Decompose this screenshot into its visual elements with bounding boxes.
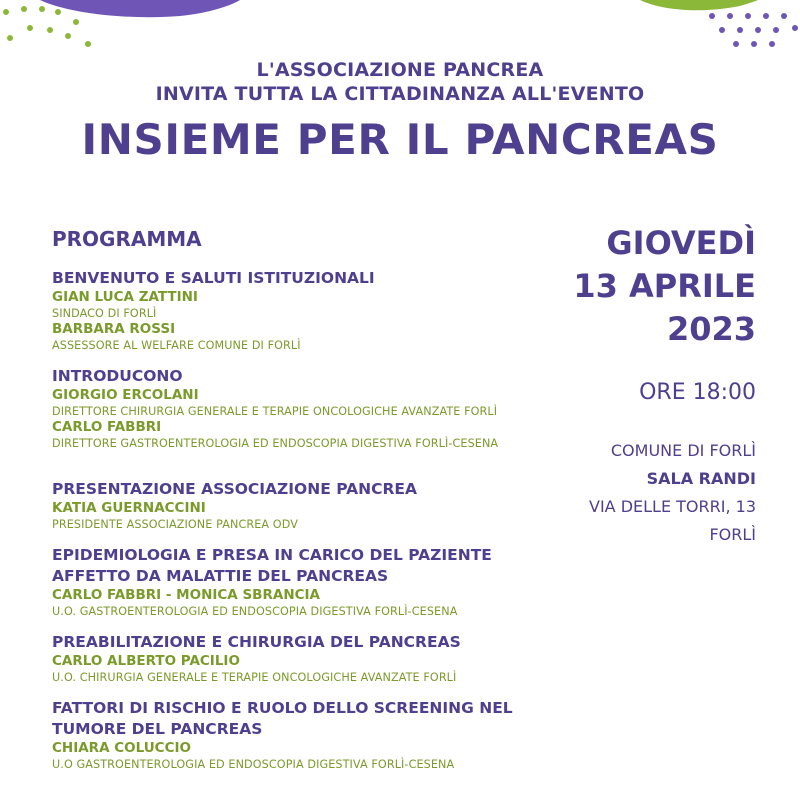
session-title: EPIDEMIOLOGIA E PRESA IN CARICO DEL PAZIENTE [52, 546, 492, 564]
decorative-shapes [0, 0, 800, 60]
speaker-name: CARLO FABBRI [52, 419, 162, 435]
speaker-role: U.O. CHIRURGIA GENERALE E TERAPIE ONCOLOGICHE AVANZATE FORLÌ [52, 671, 457, 684]
purple-dots-top-right [709, 13, 798, 47]
event-venue [573, 437, 756, 549]
session-title: PRESENTAZIONE ASSOCIAZIONE PANCREA [52, 480, 417, 498]
event-date: 13 APRILE [573, 267, 756, 305]
program-session [52, 698, 612, 772]
venue-city: FORLÌ [709, 525, 756, 544]
event-time: ORE 18:00 [639, 380, 756, 405]
speaker-name: CHIARA COLUCCIO [52, 740, 192, 756]
program-section [52, 226, 612, 785]
venue-municipality: COMUNE DI FORLÌ [610, 441, 756, 460]
speaker-name: KATIA GUERNACCINI [52, 500, 206, 516]
speaker-role: SINDACO DI FORLÌ [52, 307, 157, 320]
event-details [573, 222, 756, 549]
event-year: 2023 [666, 310, 756, 348]
event-header [0, 58, 800, 166]
event-title: INSIEME PER IL PANCREAS [81, 115, 719, 164]
program-session [52, 479, 612, 532]
purple-blob-top-left [40, 0, 240, 17]
speaker-name: CARLO ALBERTO PACILIO [52, 653, 240, 669]
speaker-role: U.O GASTROENTEROLOGIA ED ENDOSCOPIA DIGESTIVA FORLÌ-CESENA [52, 758, 455, 771]
session-title-continuation: AFFETTO DA MALATTIE DEL PANCREAS [52, 567, 389, 585]
event-day: GIOVEDÌ [606, 224, 756, 262]
speaker-role: U.O. GASTROENTEROLOGIA ED ENDOSCOPIA DIGESTIVA FORLÌ-CESENA [52, 605, 458, 618]
organizer-line: L'ASSOCIAZIONE PANCREA [256, 59, 544, 81]
session-title: FATTORI DI RISCHIO E RUOLO DELLO SCREENING NEL [52, 699, 513, 717]
program-session [52, 366, 612, 451]
session-title: PREABILITAZIONE E CHIRURGIA DEL PANCREAS [52, 633, 461, 651]
speaker-name: GIAN LUCA ZATTINI [52, 289, 198, 305]
speaker-name: GIORGIO ERCOLANI [52, 387, 199, 403]
venue-room: SALA RANDI [646, 469, 756, 488]
session-title-continuation: TUMORE DEL PANCREAS [52, 720, 263, 738]
program-heading: PROGRAMMA [52, 227, 202, 251]
speaker-role: DIRETTORE GASTROENTEROLOGIA ED ENDOSCOPIA DIGESTIVA FORLÌ-CESENA [52, 437, 499, 450]
session-title: INTRODUCONO [52, 367, 183, 385]
green-dots-top-left [3, 6, 91, 47]
program-session [52, 545, 612, 619]
venue-address: VIA DELLE TORRI, 13 [589, 497, 756, 516]
speaker-role: ASSESSORE AL WELFARE COMUNE DI FORLÌ [52, 339, 301, 352]
invitation-line: INVITA TUTTA LA CITTADINANZA ALL'EVENTO [155, 83, 645, 105]
speaker-name: BARBARA ROSSI [52, 321, 176, 337]
program-session [52, 268, 612, 353]
speaker-role: DIRETTORE CHIRURGIA GENERALE E TERAPIE ONCOLOGICHE AVANZATE FORLÌ [52, 405, 498, 418]
program-session [52, 632, 612, 685]
green-blob-top-right [640, 0, 758, 10]
session-title: BENVENUTO E SALUTI ISTITUZIONALI [52, 269, 375, 287]
speaker-role: PRESIDENTE ASSOCIAZIONE PANCREA ODV [52, 518, 298, 531]
speaker-name: CARLO FABBRI - MONICA SBRANCIA [52, 587, 320, 603]
